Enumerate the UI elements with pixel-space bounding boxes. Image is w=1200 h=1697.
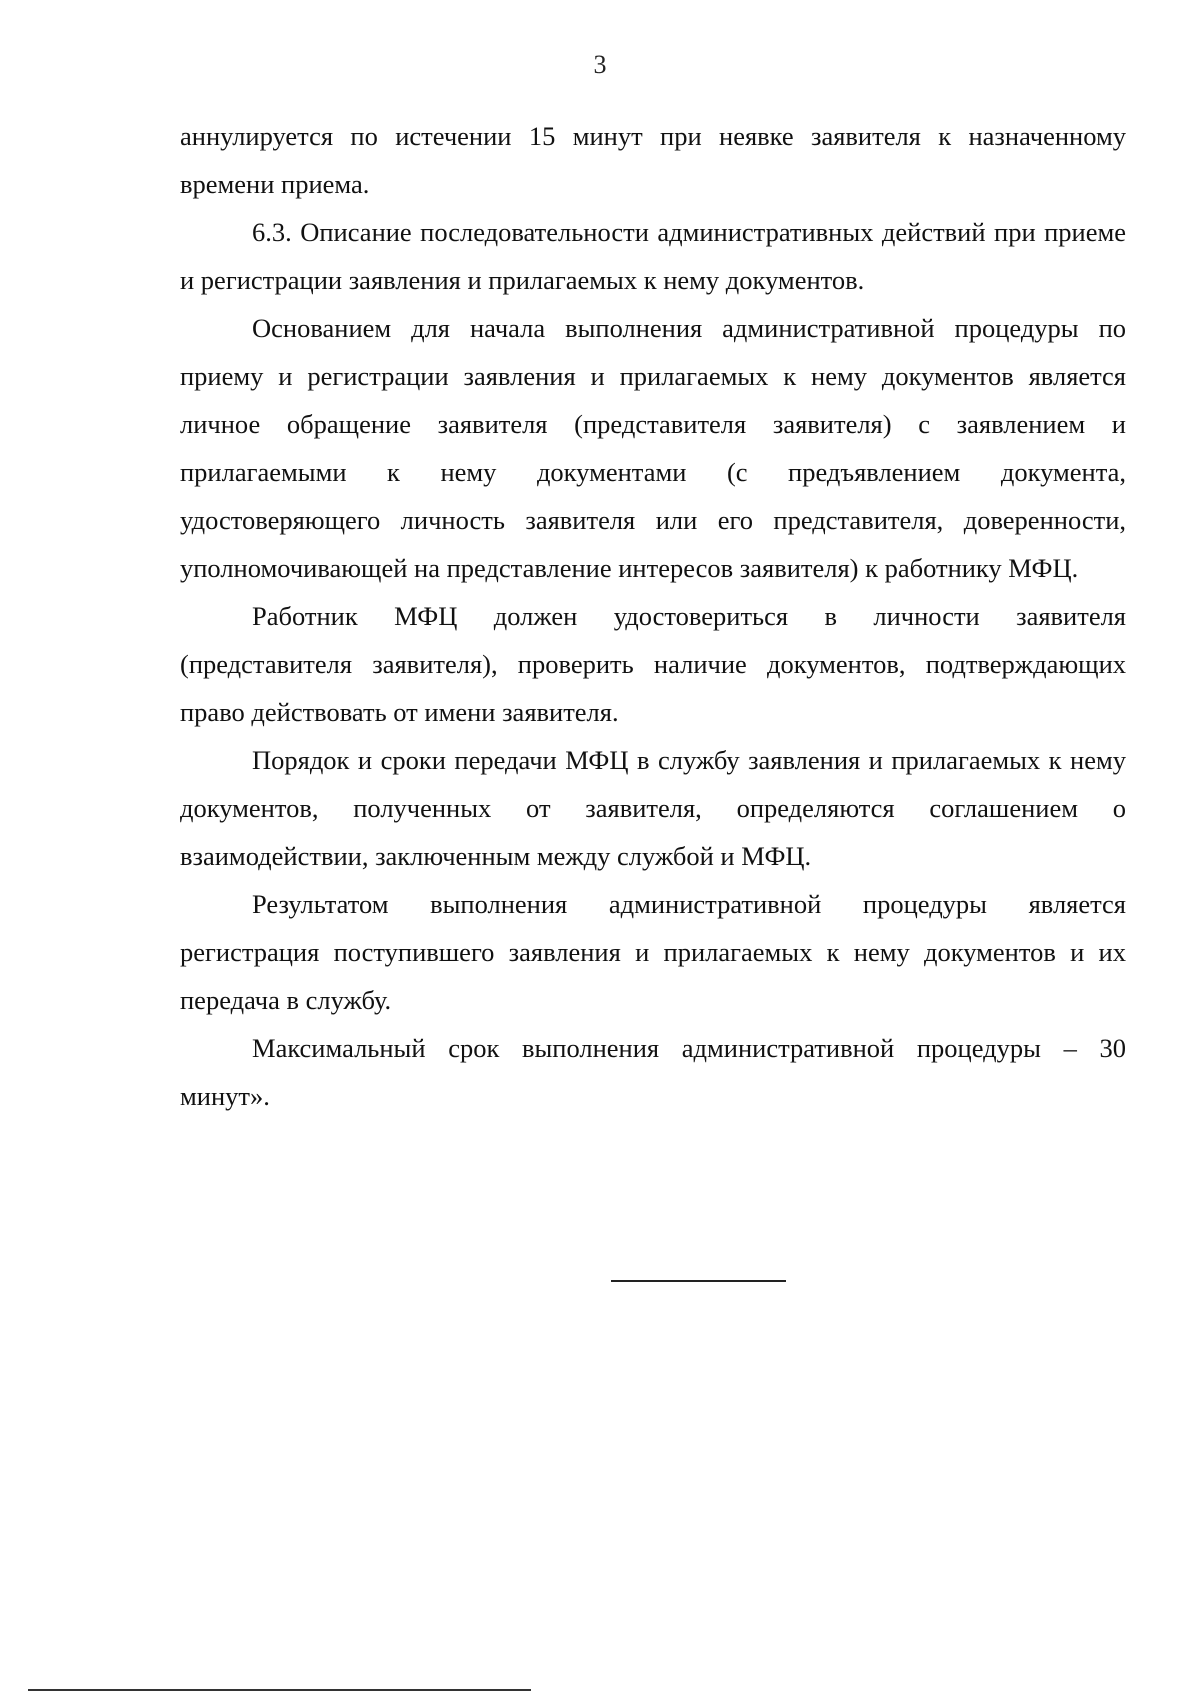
paragraph-result: Результатом выполнения административной процедуры является регистрация поступившего заявления и прилагаемых к нему документов и их передача в службу. xyxy=(180,889,1126,1015)
paragraph-section-6-3-heading: 6.3. Описание последовательности административных действий при приеме и регистрации заявления и прилагаемых к нему документов. xyxy=(180,217,1126,295)
paragraph-transfer-procedure: Порядок и сроки передачи МФЦ в службу заявления и прилагаемых к нему документов, полученных от заявителя, определяются соглашением о взаимодействии, заключенным между службой и МФЦ. xyxy=(180,745,1126,871)
document-body xyxy=(180,112,1126,1120)
paragraph-identity-check: Работник МФЦ должен удостовериться в личности заявителя (представителя заявителя), проверить наличие документов, подтверждающих право действовать от имени заявителя. xyxy=(180,601,1126,727)
footnote-separator-line xyxy=(28,1689,531,1691)
paragraph-continued-annulment: аннулируется по истечении 15 минут при неявке заявителя к назначенному времени приема. xyxy=(180,121,1126,199)
paragraph-grounds: Основанием для начала выполнения административной процедуры по приему и регистрации заявления и прилагаемых к нему документов является личное обращение заявителя (представителя заявителя) с заявлением и прилагаемыми к нему документами (с предъявлением документа, удостоверяющего личность заявителя или его представителя, доверенности, уполномочивающей на представление интересов заявителя) к работнику МФЦ. xyxy=(180,313,1126,583)
paragraph-max-duration: Максимальный срок выполнения административной процедуры – 30 минут». xyxy=(180,1033,1126,1111)
page-number: 3 xyxy=(593,50,607,79)
end-of-text-rule xyxy=(611,1280,786,1282)
